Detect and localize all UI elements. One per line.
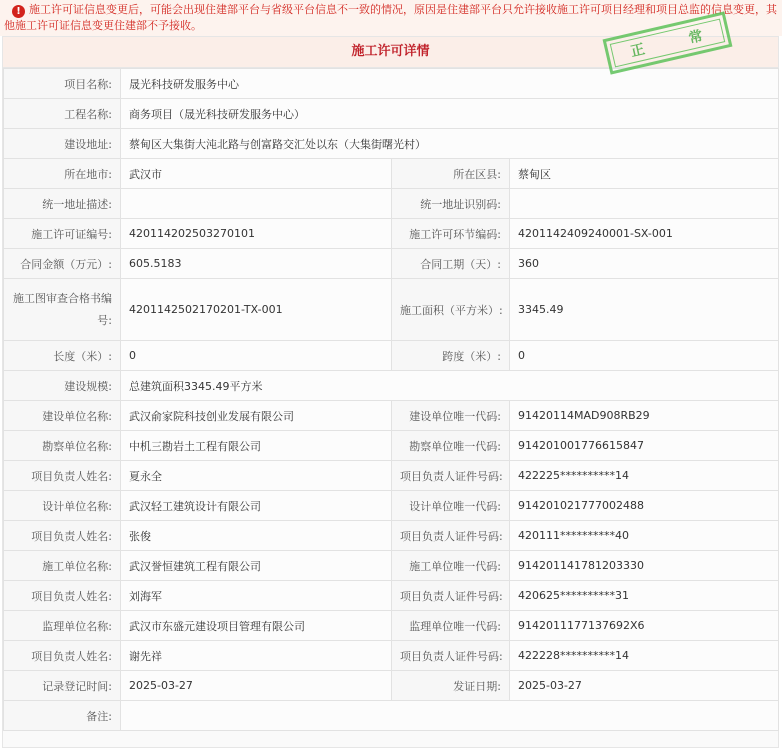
field-label: 合同金额（万元）: bbox=[4, 249, 121, 279]
field-value: 武汉轻工建筑设计有限公司 bbox=[121, 491, 392, 521]
permit-detail-card bbox=[2, 36, 779, 748]
field-label: 项目负责人证件号码: bbox=[392, 581, 510, 611]
field-value: 422225**********14 bbox=[510, 461, 779, 491]
field-value: 9142011177137692X6 bbox=[510, 611, 779, 641]
field-value: 商务项目（晟光科技研发服务中心） bbox=[121, 99, 779, 129]
field-value: 91420114MAD908RB29 bbox=[510, 401, 779, 431]
page-title: 施工许可详情 bbox=[3, 37, 778, 68]
field-label: 项目负责人姓名: bbox=[4, 581, 121, 611]
field-value: 3345.49 bbox=[510, 279, 779, 341]
field-label: 施工图审查合格书编号: bbox=[4, 279, 121, 341]
field-label: 设计单位名称: bbox=[4, 491, 121, 521]
field-label: 施工单位唯一代码: bbox=[392, 551, 510, 581]
table-row bbox=[4, 189, 779, 219]
field-label: 建设单位唯一代码: bbox=[392, 401, 510, 431]
field-value: 360 bbox=[510, 249, 779, 279]
table-row bbox=[4, 461, 779, 491]
notice-text: 施工许可证信息变更后，可能会出现住建部平台与省级平台信息不一致的情况，原因是住建部平台只允许接收施工许可项目经理和项目总监的信息变更，其他施工许可证信息变更住建部不予接收。 bbox=[4, 3, 777, 32]
table-row bbox=[4, 611, 779, 641]
field-value: 914201021777002488 bbox=[510, 491, 779, 521]
field-label: 建设规模: bbox=[4, 371, 121, 401]
table-row bbox=[4, 431, 779, 461]
field-value: 中机三勘岩土工程有限公司 bbox=[121, 431, 392, 461]
field-value: 914201141781203330 bbox=[510, 551, 779, 581]
field-label: 跨度（米）: bbox=[392, 341, 510, 371]
table-row bbox=[4, 581, 779, 611]
field-label: 长度（米）: bbox=[4, 341, 121, 371]
field-value: 总建筑面积3345.49平方米 bbox=[121, 371, 779, 401]
field-label: 建设地址: bbox=[4, 129, 121, 159]
table-row bbox=[4, 249, 779, 279]
field-label: 项目负责人姓名: bbox=[4, 461, 121, 491]
field-value: 420114202503270101 bbox=[121, 219, 392, 249]
field-label: 施工许可环节编码: bbox=[392, 219, 510, 249]
field-value: 刘海军 bbox=[121, 581, 392, 611]
table-row bbox=[4, 701, 779, 731]
field-value: 蔡甸区 bbox=[510, 159, 779, 189]
table-row bbox=[4, 129, 779, 159]
field-label: 施工许可证编号: bbox=[4, 219, 121, 249]
table-row bbox=[4, 521, 779, 551]
stamp-char: 正 bbox=[629, 41, 649, 61]
field-label: 监理单位名称: bbox=[4, 611, 121, 641]
table-row bbox=[4, 401, 779, 431]
field-value: 夏永全 bbox=[121, 461, 392, 491]
table-row bbox=[4, 641, 779, 671]
field-label: 项目负责人证件号码: bbox=[392, 521, 510, 551]
field-label: 施工面积（平方米）: bbox=[392, 279, 510, 341]
field-value: 蔡甸区大集街大沌北路与创富路交汇处以东（大集街曙光村） bbox=[121, 129, 779, 159]
table-row bbox=[4, 219, 779, 249]
field-label: 项目负责人姓名: bbox=[4, 641, 121, 671]
field-value: 武汉市 bbox=[121, 159, 392, 189]
table-row bbox=[4, 491, 779, 521]
table-row bbox=[4, 551, 779, 581]
field-value: 4201142409240001-SX-001 bbox=[510, 219, 779, 249]
field-value: 422228**********14 bbox=[510, 641, 779, 671]
field-value bbox=[510, 189, 779, 219]
field-value: 0 bbox=[510, 341, 779, 371]
field-label: 工程名称: bbox=[4, 99, 121, 129]
field-value: 4201142502170201-TX-001 bbox=[121, 279, 392, 341]
field-value: 914201001776615847 bbox=[510, 431, 779, 461]
field-label: 发证日期: bbox=[392, 671, 510, 701]
field-value: 420625**********31 bbox=[510, 581, 779, 611]
table-row bbox=[4, 99, 779, 129]
field-label: 记录登记时间: bbox=[4, 671, 121, 701]
field-label: 项目负责人姓名: bbox=[4, 521, 121, 551]
field-label: 监理单位唯一代码: bbox=[392, 611, 510, 641]
field-value: 武汉俞家院科技创业发展有限公司 bbox=[121, 401, 392, 431]
field-label: 合同工期（天）: bbox=[392, 249, 510, 279]
field-value: 武汉誉恒建筑工程有限公司 bbox=[121, 551, 392, 581]
field-value: 420111**********40 bbox=[510, 521, 779, 551]
field-label: 所在地市: bbox=[4, 159, 121, 189]
field-label: 施工单位名称: bbox=[4, 551, 121, 581]
table-row bbox=[4, 341, 779, 371]
field-value bbox=[121, 189, 392, 219]
table-row bbox=[4, 371, 779, 401]
field-label: 所在区县: bbox=[392, 159, 510, 189]
field-label: 统一地址描述: bbox=[4, 189, 121, 219]
permit-detail-table bbox=[3, 68, 779, 731]
exclamation-circle-icon: ! bbox=[12, 5, 25, 18]
field-label: 备注: bbox=[4, 701, 121, 731]
field-label: 建设单位名称: bbox=[4, 401, 121, 431]
field-value: 谢先祥 bbox=[121, 641, 392, 671]
field-value: 0 bbox=[121, 341, 392, 371]
field-value: 2025-03-27 bbox=[121, 671, 392, 701]
field-value: 武汉市东盛元建设项目管理有限公司 bbox=[121, 611, 392, 641]
field-label: 项目名称: bbox=[4, 69, 121, 99]
table-row bbox=[4, 279, 779, 341]
field-label: 勘察单位名称: bbox=[4, 431, 121, 461]
field-label: 统一地址识别码: bbox=[392, 189, 510, 219]
table-row bbox=[4, 69, 779, 99]
field-value: 605.5183 bbox=[121, 249, 392, 279]
stamp-char: 常 bbox=[687, 27, 707, 47]
table-row bbox=[4, 671, 779, 701]
field-label: 项目负责人证件号码: bbox=[392, 461, 510, 491]
field-value: 2025-03-27 bbox=[510, 671, 779, 701]
field-label: 项目负责人证件号码: bbox=[392, 641, 510, 671]
table-row bbox=[4, 159, 779, 189]
field-label: 勘察单位唯一代码: bbox=[392, 431, 510, 461]
field-label: 设计单位唯一代码: bbox=[392, 491, 510, 521]
field-value: 张俊 bbox=[121, 521, 392, 551]
field-value: 晟光科技研发服务中心 bbox=[121, 69, 779, 99]
field-value bbox=[121, 701, 779, 731]
